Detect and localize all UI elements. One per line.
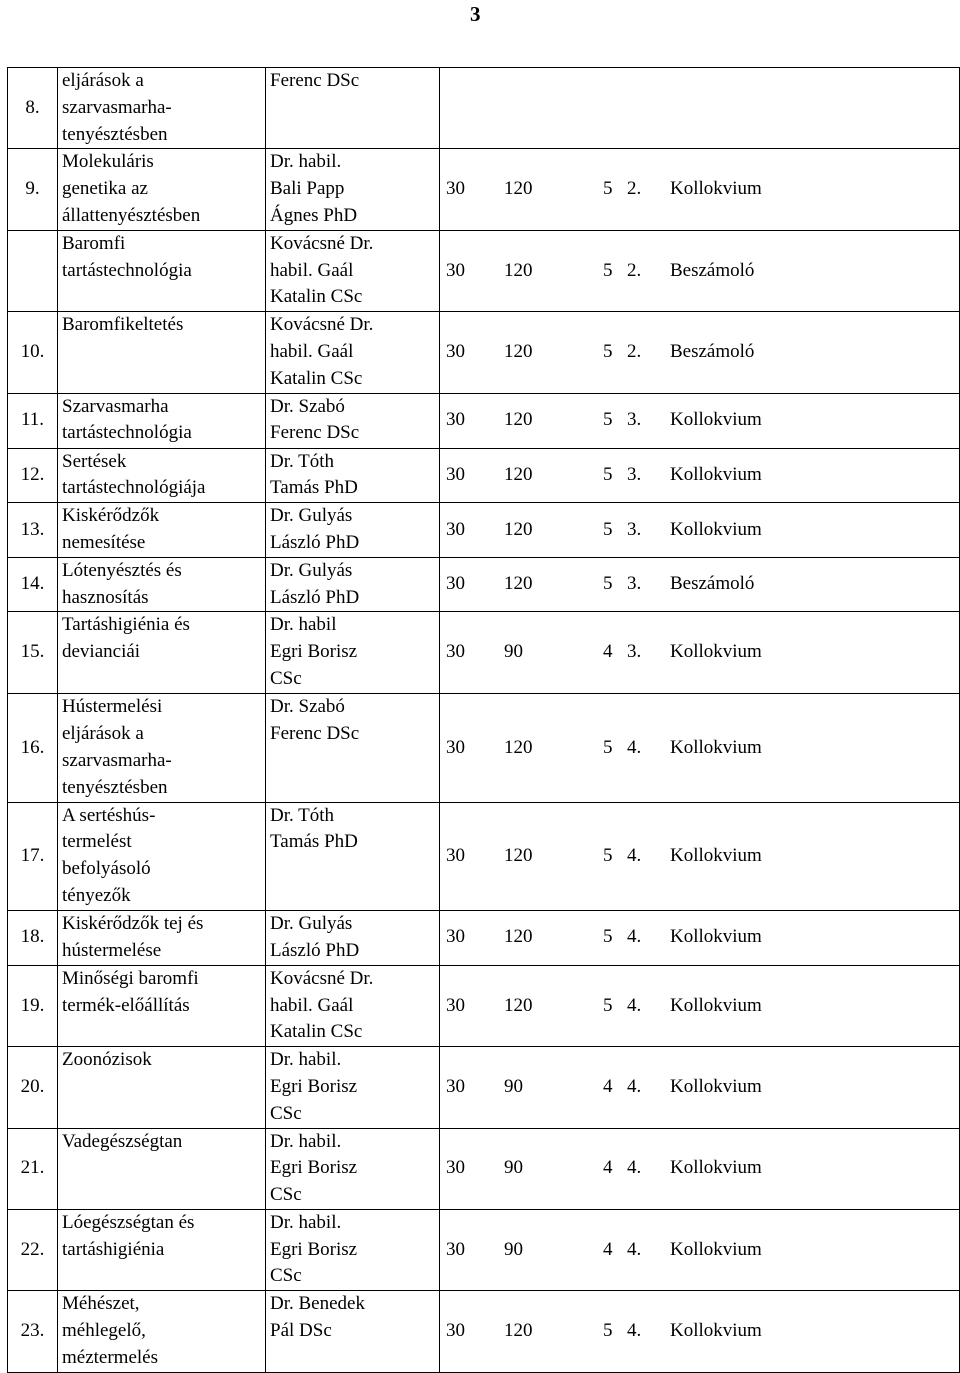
- subject-line: Lótenyésztés és: [62, 559, 182, 581]
- subject-line: termék-előállítás: [62, 994, 190, 1016]
- table-row: [8, 230, 960, 311]
- course-info-cell: [440, 312, 960, 393]
- course-info-cell: [440, 612, 960, 694]
- exam-type: Kollokvium: [670, 1075, 762, 1097]
- lecturer-cell: [266, 694, 440, 802]
- subject-line: hústermelése: [62, 939, 162, 961]
- lecturer-line: Dr. Benedek: [270, 1293, 365, 1315]
- subject-line: tenyésztésben: [62, 776, 168, 798]
- exam-type: Beszámoló: [670, 259, 755, 281]
- subject-line: eljárások a: [62, 723, 144, 745]
- row-number: 13.: [8, 503, 58, 558]
- lecturer-line: Egri Borisz: [270, 1238, 358, 1260]
- table-row: [8, 1128, 960, 1209]
- workload-value: 120: [504, 259, 533, 281]
- row-number: 15.: [8, 612, 58, 694]
- subject-line: Tartáshigiénia és: [62, 614, 190, 636]
- workload-value: 120: [504, 340, 533, 362]
- semester-value: 4.: [627, 1320, 642, 1342]
- lecturer-line: Egri Borisz: [270, 1075, 358, 1097]
- subject-line: méztermelés: [62, 1346, 159, 1368]
- credit-value: 5: [603, 573, 613, 595]
- page-number: 3: [470, 2, 481, 26]
- subject-cell: [58, 230, 266, 311]
- semester-value: 4.: [627, 736, 642, 758]
- workload-value: 120: [504, 178, 533, 200]
- lecturer-line: Tamás PhD: [270, 477, 358, 499]
- table-row: [8, 1047, 960, 1128]
- table-row: [8, 312, 960, 393]
- table-row: [8, 612, 960, 694]
- table-row: [8, 802, 960, 910]
- subject-line: Minőségi baromfi: [62, 967, 199, 989]
- credit-value: 5: [603, 994, 613, 1016]
- subject-line: tartástechnológia: [62, 422, 192, 444]
- table-row: [8, 1291, 960, 1373]
- lecturer-line: Katalin CSc: [270, 1021, 363, 1043]
- semester-value: 4.: [627, 844, 642, 866]
- subject-line: devianciái: [62, 641, 141, 663]
- hours-value: 30: [446, 573, 465, 595]
- row-number: 21.: [8, 1128, 58, 1209]
- semester-value: 4.: [627, 994, 642, 1016]
- course-info-cell: [440, 393, 960, 448]
- subject-line: tenyésztésben: [62, 123, 168, 145]
- course-info-cell: [440, 230, 960, 311]
- lecturer-line: Dr. habil.: [270, 1049, 342, 1071]
- lecturer-line: László PhD: [270, 586, 360, 608]
- lecturer-cell: [266, 612, 440, 694]
- table-row: [8, 448, 960, 503]
- hours-value: 30: [446, 1320, 465, 1342]
- row-number: 11.: [8, 393, 58, 448]
- lecturer-line: Katalin CSc: [270, 367, 363, 389]
- curriculum-table: [7, 67, 960, 1373]
- subject-line: hasznosítás: [62, 586, 149, 608]
- lecturer-line: Katalin CSc: [270, 286, 363, 308]
- subject-line: Baromfikeltetés: [62, 314, 184, 336]
- row-number: 8.: [8, 68, 58, 149]
- subject-cell: [58, 149, 266, 230]
- lecturer-line: Ferenc DSc: [270, 70, 360, 91]
- exam-type: Beszámoló: [670, 573, 755, 595]
- lecturer-line: Dr. Szabó: [270, 395, 345, 417]
- lecturer-line: CSc: [270, 1265, 302, 1287]
- table-row: [8, 503, 960, 558]
- lecturer-line: Dr. Szabó: [270, 696, 345, 718]
- subject-line: szarvasmarha-: [62, 749, 172, 771]
- hours-value: 30: [446, 844, 465, 866]
- subject-line: méhlegelő,: [62, 1320, 146, 1342]
- workload-value: 120: [504, 1320, 533, 1342]
- course-info-cell: [440, 910, 960, 965]
- semester-value: 3.: [627, 409, 642, 431]
- exam-type: Kollokvium: [670, 178, 762, 200]
- row-number: 22.: [8, 1209, 58, 1290]
- subject-line: Zoonózisok: [62, 1049, 152, 1071]
- hours-value: 30: [446, 518, 465, 540]
- hours-value: 30: [446, 1157, 465, 1179]
- lecturer-cell: [266, 1209, 440, 1290]
- table-row: [8, 694, 960, 802]
- credit-value: 4: [603, 1075, 613, 1097]
- row-number: 19.: [8, 965, 58, 1046]
- hours-value: 30: [446, 463, 465, 485]
- subject-line: Molekuláris: [62, 151, 154, 173]
- credit-value: 5: [603, 178, 613, 200]
- exam-type: Kollokvium: [670, 1238, 762, 1260]
- workload-value: 120: [504, 994, 533, 1016]
- lecturer-line: Ferenc DSc: [270, 723, 360, 745]
- semester-value: 3.: [627, 641, 642, 663]
- exam-type: Kollokvium: [670, 736, 762, 758]
- course-info-cell: [440, 1291, 960, 1373]
- table-row: [8, 965, 960, 1046]
- hours-value: 30: [446, 1075, 465, 1097]
- row-number: 16.: [8, 694, 58, 802]
- workload-value: 120: [504, 463, 533, 485]
- hours-value: 30: [446, 340, 465, 362]
- table-row: [8, 910, 960, 965]
- row-number: 18.: [8, 910, 58, 965]
- lecturer-line: CSc: [270, 1184, 302, 1206]
- exam-type: Kollokvium: [670, 641, 762, 663]
- lecturer-line: László PhD: [270, 531, 360, 553]
- lecturer-cell: [266, 503, 440, 558]
- semester-value: 3.: [627, 518, 642, 540]
- lecturer-cell: [266, 230, 440, 311]
- lecturer-line: Tamás PhD: [270, 831, 358, 853]
- exam-type: Kollokvium: [670, 518, 762, 540]
- lecturer-line: Egri Borisz: [270, 641, 358, 663]
- subject-line: Lóegészségtan és: [62, 1211, 195, 1233]
- lecturer-line: CSc: [270, 667, 302, 689]
- workload-value: 120: [504, 409, 533, 431]
- lecturer-line: Ágnes PhD: [270, 204, 358, 226]
- lecturer-line: Dr. Gulyás: [270, 912, 353, 934]
- hours-value: 30: [446, 409, 465, 431]
- subject-cell: [58, 68, 266, 149]
- lecturer-line: Egri Borisz: [270, 1157, 358, 1179]
- subject-cell: [58, 910, 266, 965]
- subject-line: állattenyésztésben: [62, 204, 201, 226]
- workload-value: 90: [504, 1238, 523, 1260]
- lecturer-line: László PhD: [270, 939, 360, 961]
- workload-value: 90: [504, 1075, 523, 1097]
- lecturer-cell: [266, 448, 440, 503]
- lecturer-line: Pál DSc: [270, 1320, 332, 1342]
- subject-cell: [58, 965, 266, 1046]
- subject-line: termelést: [62, 831, 132, 853]
- subject-line: Baromfi: [62, 232, 126, 254]
- workload-value: 120: [504, 518, 533, 540]
- semester-value: 4.: [627, 1238, 642, 1260]
- subject-cell: [58, 612, 266, 694]
- subject-cell: [58, 393, 266, 448]
- lecturer-cell: [266, 149, 440, 230]
- subject-line: nemesítése: [62, 531, 146, 553]
- course-info-cell: [440, 68, 960, 149]
- lecturer-line: Dr. Gulyás: [270, 505, 353, 527]
- lecturer-cell: [266, 312, 440, 393]
- course-info-cell: [440, 965, 960, 1046]
- credit-value: 5: [603, 259, 613, 281]
- row-number: 12.: [8, 448, 58, 503]
- lecturer-cell: [266, 1128, 440, 1209]
- lecturer-cell: [266, 802, 440, 910]
- subject-cell: [58, 694, 266, 802]
- semester-value: 3.: [627, 463, 642, 485]
- lecturer-cell: [266, 393, 440, 448]
- table-row: [8, 1209, 960, 1290]
- subject-line: tényezők: [62, 884, 131, 906]
- lecturer-cell: [266, 1047, 440, 1128]
- workload-value: 120: [504, 844, 533, 866]
- lecturer-line: Dr. Gulyás: [270, 559, 353, 581]
- lecturer-cell: [266, 557, 440, 612]
- lecturer-line: Bali Papp: [270, 178, 345, 200]
- lecturer-line: Kovácsné Dr.: [270, 232, 374, 254]
- lecturer-cell: [266, 68, 440, 149]
- exam-type: Kollokvium: [670, 994, 762, 1016]
- hours-value: 30: [446, 994, 465, 1016]
- hours-value: 30: [446, 1238, 465, 1260]
- lecturer-line: Dr. Tóth: [270, 804, 335, 826]
- hours-value: 30: [446, 926, 465, 948]
- row-number: 20.: [8, 1047, 58, 1128]
- row-number: 14.: [8, 557, 58, 612]
- subject-cell: [58, 1047, 266, 1128]
- semester-value: 2.: [627, 178, 642, 200]
- workload-value: 120: [504, 736, 533, 758]
- subject-line: Kiskérődzők: [62, 505, 160, 527]
- credit-value: 4: [603, 1157, 613, 1179]
- subject-line: Hústermelési: [62, 696, 163, 718]
- credit-value: 4: [603, 1238, 613, 1260]
- workload-value: 120: [504, 573, 533, 595]
- subject-cell: [58, 503, 266, 558]
- subject-cell: [58, 312, 266, 393]
- credit-value: 5: [603, 844, 613, 866]
- subject-cell: [58, 802, 266, 910]
- subject-line: genetika az: [62, 178, 148, 200]
- row-number: 9.: [8, 149, 58, 230]
- semester-value: 2.: [627, 259, 642, 281]
- subject-line: Kiskérődzők tej és: [62, 912, 204, 934]
- lecturer-line: Dr. Tóth: [270, 450, 335, 472]
- semester-value: 2.: [627, 340, 642, 362]
- exam-type: Beszámoló: [670, 340, 755, 362]
- course-info-cell: [440, 1128, 960, 1209]
- credit-value: 5: [603, 926, 613, 948]
- semester-value: 4.: [627, 1157, 642, 1179]
- semester-value: 4.: [627, 1075, 642, 1097]
- course-info-cell: [440, 694, 960, 802]
- subject-line: A sertéshús-: [62, 804, 156, 826]
- subject-cell: [58, 557, 266, 612]
- table-row: [8, 557, 960, 612]
- credit-value: 5: [603, 463, 613, 485]
- exam-type: Kollokvium: [670, 463, 762, 485]
- table-row: [8, 68, 960, 149]
- lecturer-line: Dr. habil.: [270, 151, 342, 173]
- course-info-cell: [440, 1047, 960, 1128]
- workload-value: 120: [504, 926, 533, 948]
- row-number: 17.: [8, 802, 58, 910]
- table-row: [8, 149, 960, 230]
- lecturer-line: habil. Gaál: [270, 994, 354, 1016]
- course-info-cell: [440, 503, 960, 558]
- subject-cell: [58, 1128, 266, 1209]
- subject-line: Szarvasmarha: [62, 395, 169, 417]
- hours-value: 30: [446, 736, 465, 758]
- lecturer-line: habil. Gaál: [270, 340, 354, 362]
- exam-type: Kollokvium: [670, 926, 762, 948]
- course-info-cell: [440, 448, 960, 503]
- lecturer-cell: [266, 1291, 440, 1373]
- subject-cell: [58, 1209, 266, 1290]
- lecturer-cell: [266, 965, 440, 1046]
- course-info-cell: [440, 802, 960, 910]
- row-number: [8, 230, 58, 311]
- lecturer-line: Kovácsné Dr.: [270, 967, 374, 989]
- course-info-cell: [440, 1209, 960, 1290]
- credit-value: 5: [603, 409, 613, 431]
- exam-type: Kollokvium: [670, 1157, 762, 1179]
- subject-line: szarvasmarha-: [62, 96, 172, 118]
- lecturer-line: Dr. habil: [270, 614, 337, 636]
- credit-value: 5: [603, 340, 613, 362]
- lecturer-line: Kovácsné Dr.: [270, 314, 374, 336]
- hours-value: 30: [446, 641, 465, 663]
- subject-line: Méhészet,: [62, 1293, 140, 1315]
- table-row: [8, 393, 960, 448]
- subject-cell: [58, 1291, 266, 1373]
- exam-type: Kollokvium: [670, 844, 762, 866]
- row-number: 10.: [8, 312, 58, 393]
- semester-value: 3.: [627, 573, 642, 595]
- subject-line: befolyásoló: [62, 858, 151, 880]
- subject-line: eljárások a: [62, 70, 144, 91]
- lecturer-line: Dr. habil.: [270, 1130, 342, 1152]
- subject-line: tartáshigiénia: [62, 1238, 165, 1260]
- lecturer-cell: [266, 910, 440, 965]
- subject-line: Sertések: [62, 450, 127, 472]
- course-info-cell: [440, 149, 960, 230]
- hours-value: 30: [446, 178, 465, 200]
- exam-type: Kollokvium: [670, 1320, 762, 1342]
- credit-value: 5: [603, 518, 613, 540]
- course-info-cell: [440, 557, 960, 612]
- lecturer-line: Ferenc DSc: [270, 422, 360, 444]
- workload-value: 90: [504, 1157, 523, 1179]
- lecturer-line: habil. Gaál: [270, 259, 354, 281]
- lecturer-line: CSc: [270, 1102, 302, 1124]
- semester-value: 4.: [627, 926, 642, 948]
- workload-value: 90: [504, 641, 523, 663]
- subject-line: tartástechnológiája: [62, 477, 206, 499]
- row-number: 23.: [8, 1291, 58, 1373]
- credit-value: 5: [603, 1320, 613, 1342]
- exam-type: Kollokvium: [670, 409, 762, 431]
- credit-value: 4: [603, 641, 613, 663]
- credit-value: 5: [603, 736, 613, 758]
- lecturer-line: Dr. habil.: [270, 1211, 342, 1233]
- subject-line: Vadegészségtan: [62, 1130, 183, 1152]
- hours-value: 30: [446, 259, 465, 281]
- subject-cell: [58, 448, 266, 503]
- subject-line: tartástechnológia: [62, 259, 192, 281]
